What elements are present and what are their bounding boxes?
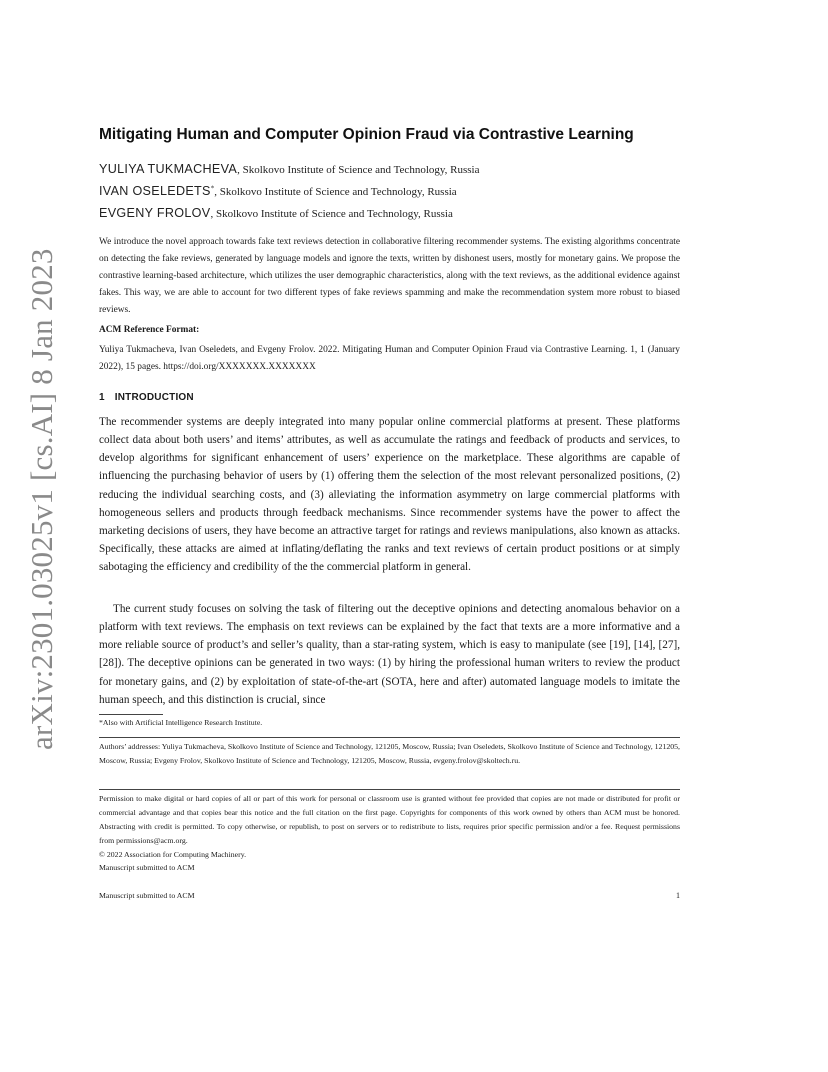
- section-title: INTRODUCTION: [114, 392, 194, 403]
- section-number: 1: [99, 392, 105, 403]
- manuscript-note: Manuscript submitted to ACM: [99, 863, 195, 872]
- addresses-rule: [99, 737, 680, 738]
- author-name: EVGENY FROLOV: [99, 206, 211, 220]
- permission-notice: Permission to make digital or hard copies of all or part of this work for personal or classroom use is granted without fee provided that copies are not made or distributed for profit or commercial advantage and that copies bear this notice and the full citation on the first page. Copyrights for components of this work owned by others than ACM must be honored. Abstracting with credit is permitted. To copy otherwise, or republish, to post on servers or to redistribute to lists, requires prior specific permission and/or a fee. Request permissions from permissions@acm.org.: [99, 794, 680, 845]
- author-line: [99, 184, 699, 198]
- authors-addresses: Authors’ addresses: Yuliya Tukmacheva, Skolkovo Institute of Science and Technology, 121205, Moscow, Russia; Ivan Oseledets, Skolkovo Institute of Science and Technology, 121205, Moscow, Russia; Evgeny Frolov, Skolkovo Institute of Science and Technology, 121205, Moscow, Russia, evgeny.frolov@skoltech.ru.: [99, 742, 680, 765]
- author-name: YULIYA TUKMACHEVA: [99, 162, 238, 176]
- author-line: [99, 162, 699, 176]
- author-line: [99, 206, 699, 220]
- footnote: *Also with Artificial Intelligence Research Institute.: [99, 718, 263, 727]
- arxiv-stamp: arXiv:2301.03025v1 [cs.AI] 8 Jan 2023: [24, 248, 59, 750]
- body-paragraph: The current study focuses on solving the task of filtering out the deceptive opinions and detecting anomalous behavior on a platform with text reviews. The emphasis on text reviews can be explained by the fact that texts are a more informative and a more reliable source of product’s and seller’s quality, than a star-rating system, which is easy to manipulate (see [19], [14], [27], [28]). The deceptive opinions can be generated in two ways: (1) by hiring the professional human writers to review the product for monetary gains, and (2) by exploitation of state-of-the-art (SOTA, here and after) automated language models to imitate the human speech, and this distinction is crucial, since: [99, 603, 680, 706]
- footnote-rule: [99, 714, 163, 715]
- abstract: We introduce the novel approach towards fake text reviews detection in collaborative filtering recommender systems. The existing algorithms concentrate on detecting the fake reviews, generated by language models and ignore the texts, written by dishonest users, mostly for monetary gains. We propose the contrastive learning-based architecture, which utilizes the user demographic characteristics, along with the text reviews, as the additional evidence against fakes. This way, we are able to account for two different types of fake reviews spamming and make the recommendation system more robust to biased reviews.: [99, 237, 680, 315]
- acm-reference-heading: ACM Reference Format:: [99, 325, 200, 335]
- author-affiliation: , Skolkovo Institute of Science and Technology, Russia: [214, 186, 457, 198]
- body-paragraph: The recommender systems are deeply integrated into many popular online commercial platforms at present. These platforms collect data about both users’ and items’ attributes, as well as accumulate the ratings and feedback of products and services, to develop algorithms for significant enhancement of users’ experience on the marketplace. These algorithms are capable of influencing the purchasing behavior of users by (1) offering them the selection of the most relevant personalized positions, (2) reducing the individual searching costs, and (3) alleviating the information asymmetry on large commercial platforms with homogeneous sellers and products through feedback mechanisms. Since recommender systems have the power to affect the marketing decisions of users, they have become an attractive target for ratings and reviews manipulations, also known as attacks. Specifically, these attacks are aimed at inflating/deflating the ranks and text reviews of certain product positions or at simply sabotaging the efficiency and credibility of the the commercial platform in general.: [99, 416, 680, 574]
- paper-title: Mitigating Human and Computer Opinion Fraud via Contrastive Learning: [99, 126, 634, 143]
- copyright-notice: © 2022 Association for Computing Machinery.: [99, 850, 247, 859]
- author-affiliation: , Skolkovo Institute of Science and Technology, Russia: [210, 208, 453, 220]
- author-mark: *: [210, 184, 215, 193]
- page-number: 1: [676, 891, 680, 900]
- author-name: IVAN OSELEDETS: [99, 184, 211, 198]
- permission-rule: [99, 789, 680, 790]
- acm-reference-text: Yuliya Tukmacheva, Ivan Oseledets, and Evgeny Frolov. 2022. Mitigating Human and Computer Opinion Fraud via Contrastive Learning. 1, 1 (January 2022), 15 pages. https://doi.org/XXXXXXX.XXXXXXX: [99, 345, 680, 372]
- footer-left: Manuscript submitted to ACM: [99, 891, 195, 900]
- author-affiliation: , Skolkovo Institute of Science and Technology, Russia: [237, 164, 480, 176]
- section-heading: [99, 392, 194, 403]
